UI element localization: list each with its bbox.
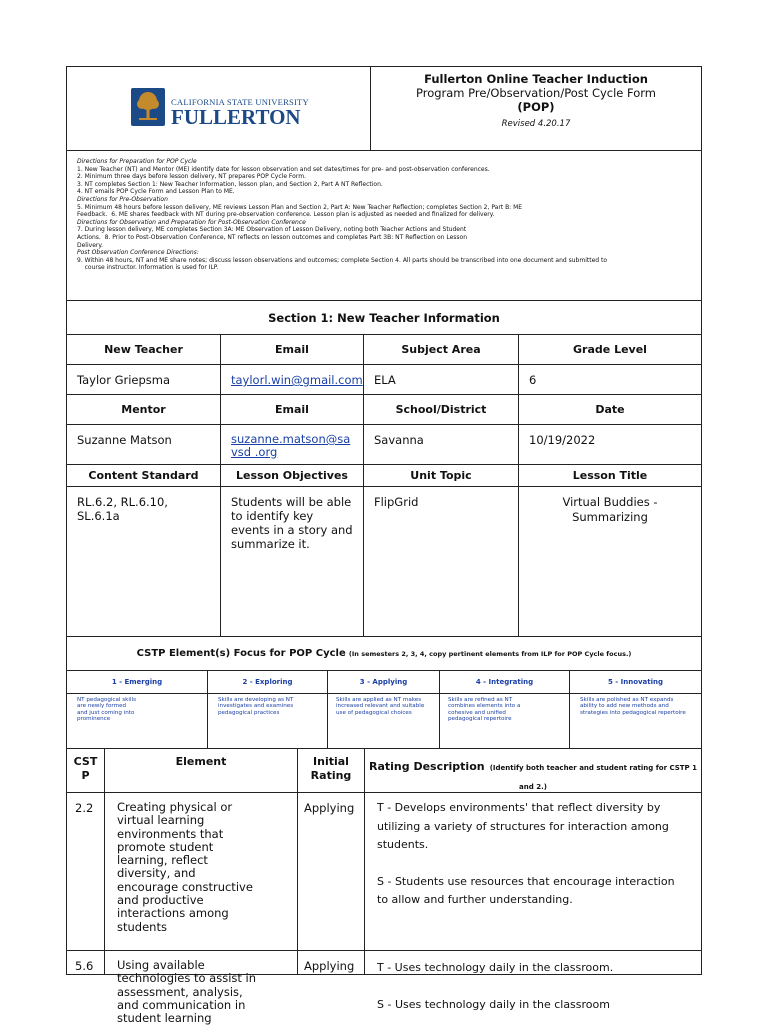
header-unit-topic: Unit Topic bbox=[363, 465, 518, 486]
cstp-initial-rating: Applying bbox=[297, 793, 364, 950]
direction-line: 3. NT completes Section 1: New Teacher Information, lesson plan, and Section 2, Part A NT Reflection. bbox=[77, 180, 383, 188]
mentor-email-link-line1[interactable]: suzanne.matson@sa bbox=[231, 432, 351, 446]
mentor-headers-row bbox=[67, 395, 701, 425]
mentor-email-link-line2[interactable]: vsd .org bbox=[231, 445, 278, 459]
direction-line: 7. During lesson delivery, ME completes Section 3A: ME Observation of Lesson Delivery, noting both Teacher Actions and Student bbox=[77, 226, 467, 234]
teacher-rating-text: T - Develops environments' that reflect diversity by utilizing a variety of structures for interaction among students. bbox=[377, 801, 669, 851]
form-title-block bbox=[370, 67, 701, 150]
direction-line: Feedback. 6. ME shares feedback with NT during pre-observation conference. Lesson plan is adjusted as needed and finalized for delivery. bbox=[77, 211, 495, 219]
mentor-email bbox=[220, 425, 363, 464]
header-new-teacher: New Teacher bbox=[104, 343, 183, 356]
direction-line: Directions for Pre-Observation bbox=[77, 195, 168, 203]
lesson-values-row bbox=[67, 487, 701, 637]
level-innovating-desc: Skills are polished as NT expands ability to add new methods and strategies into pedagogical repertoire bbox=[569, 694, 701, 748]
header-rating-description-note: (Identify both teacher and student rating for CSTP 1 and 2.) bbox=[489, 764, 697, 791]
header-element: Element bbox=[104, 749, 297, 792]
direction-line: 9. Within 48 hours, NT and ME share notes; discuss lesson observations and outcomes; complete Section 4. All parts should be transcribed into one document and submitted to bbox=[77, 256, 607, 264]
content-standard: RL.6.2, RL.6.10, SL.6.1a bbox=[77, 495, 168, 523]
lesson-date: 10/19/2022 bbox=[518, 425, 701, 464]
direction-line: Actions. 8. Prior to Post-Observation Conference, NT reflects on lesson outcomes and completes Part 3B: NT Reflection on Lesson bbox=[77, 233, 468, 241]
cstp-element: Using available technologies to assist in assessment, analysis, and communication in student learning bbox=[104, 951, 297, 974]
header-date: Date bbox=[518, 395, 701, 424]
directions-block bbox=[67, 151, 701, 301]
direction-line: Post Observation Conference Directions: bbox=[77, 249, 199, 257]
directions-list bbox=[77, 158, 695, 272]
teacher-email-link[interactable]: taylorl.win@gmail.com bbox=[231, 373, 363, 387]
header-content-standard: Content Standard bbox=[88, 469, 199, 482]
header-initial-rating: Initial Rating bbox=[297, 749, 364, 792]
mentor-name: Suzanne Matson bbox=[77, 433, 172, 447]
student-rating-text: S - Students use resources that encourage interaction to allow and further understanding. bbox=[377, 874, 675, 906]
cstp-rating-description bbox=[364, 951, 701, 1011]
teacher-values-row bbox=[67, 365, 701, 395]
direction-line: 5. Minimum 48 hours before lesson delivery, ME reviews Lesson Plan and Section 2, Part A: New Teacher Reflection; completes Section 2, Part B: ME bbox=[77, 203, 523, 211]
cstp-title-note: (In semesters 2, 3, 4, copy pertinent elements from ILP for POP Cycle focus.) bbox=[348, 650, 632, 658]
pop-form bbox=[66, 66, 702, 1025]
grade-level: 6 bbox=[518, 365, 701, 394]
form-title-line2 bbox=[371, 86, 701, 100]
level-emerging: 1 - Emerging bbox=[111, 678, 163, 686]
header-rating-description-main: Rating Description bbox=[368, 760, 485, 773]
cstp-row-5-6 bbox=[67, 951, 701, 1025]
header-email: Email bbox=[220, 335, 363, 364]
direction-line: 4. NT emails POP Cycle Form and Lesson Plan to ME. bbox=[77, 188, 235, 196]
teacher-name: Taylor Griepsma bbox=[77, 373, 171, 387]
header-lesson-objectives: Lesson Objectives bbox=[220, 465, 363, 486]
teacher-headers-row bbox=[67, 335, 701, 365]
header-rating-description bbox=[364, 749, 701, 792]
header-cstp: CSTP bbox=[73, 755, 98, 782]
level-applying-desc: Skills are applied as NT makes increased relevant and suitable use of pedagogical choices bbox=[327, 694, 439, 748]
cstp-code: 2.2 bbox=[75, 801, 94, 815]
header-school-district: School/District bbox=[363, 395, 518, 424]
form-title-line1: Fullerton Online Teacher Induction bbox=[424, 72, 648, 86]
section1-title-row bbox=[67, 301, 701, 335]
lesson-headers-row bbox=[67, 465, 701, 487]
subject-area: ELA bbox=[363, 365, 518, 394]
direction-line: Directions for Observation and Preparation for Post-Observation Conference bbox=[77, 218, 306, 226]
cstp-table-header bbox=[67, 749, 701, 793]
lesson-title: Virtual Buddies - Summarizing bbox=[518, 487, 701, 636]
cstp-initial-rating: Applying bbox=[297, 951, 364, 974]
header-mentor: Mentor bbox=[121, 403, 166, 416]
direction-line: Delivery. bbox=[77, 241, 103, 249]
level-integrating: 4 - Integrating bbox=[439, 671, 569, 693]
teacher-rating-text: T - Uses technology daily in the classroom. bbox=[377, 961, 614, 974]
school-district: Savanna bbox=[363, 425, 518, 464]
section1-title: Section 1: New Teacher Information bbox=[268, 310, 500, 325]
cstp-title-main: CSTP Element(s) Focus for POP Cycle bbox=[136, 648, 346, 659]
cstp-element: Creating physical or virtual learning environments that promote student learning, reflect diversity, and encourage constructive and productive interactions among students bbox=[104, 793, 297, 950]
lesson-objectives: Students will be able to identify key events in a story and summarize it. bbox=[220, 487, 363, 636]
direction-line: Directions for Preparation for POP Cycle bbox=[77, 158, 197, 165]
university-name: FULLERTON bbox=[171, 105, 301, 129]
cstp-title-row bbox=[67, 637, 701, 671]
level-innovating: 5 - Innovating bbox=[569, 671, 701, 693]
header-lesson-title: Lesson Title bbox=[518, 465, 701, 486]
revised-date: Revised 4.20.17 bbox=[501, 119, 571, 129]
form-title-line3: (POP) bbox=[517, 100, 555, 114]
form-header bbox=[67, 67, 701, 151]
unit-topic: FlipGrid bbox=[363, 487, 518, 636]
level-applying: 3 - Applying bbox=[327, 671, 439, 693]
cstp-row-2-2 bbox=[67, 793, 701, 951]
direction-line: 2. Minimum three days before lesson delivery, NT prepares POP Cycle Form. bbox=[77, 173, 306, 181]
rating-descriptions-row bbox=[67, 694, 701, 749]
mentor-values-row bbox=[67, 425, 701, 465]
level-exploring: 2 - Exploring bbox=[207, 671, 327, 693]
csuf-tree-seal-icon bbox=[131, 88, 165, 126]
header-grade-level: Grade Level bbox=[518, 335, 701, 364]
rating-levels-row bbox=[67, 671, 701, 694]
level-integrating-desc: Skills are refined as NT combines elements into a cohesive and unified pedagogical repertoire bbox=[439, 694, 569, 748]
cstp-rating-description bbox=[364, 793, 701, 950]
cstp-title bbox=[137, 648, 632, 659]
level-exploring-desc: Skills are developing as NT investigates and examines pedagogical practices bbox=[207, 694, 327, 748]
direction-line: course instructor. Information is used for ILP. bbox=[77, 264, 219, 272]
header-mentor-email: Email bbox=[220, 395, 363, 424]
university-logo bbox=[67, 67, 370, 150]
direction-line: 1. New Teacher (NT) and Mentor (ME) identify date for lesson observation and set dates/times for pre- and post-observation conferences. bbox=[77, 165, 490, 173]
form-title-line2-text: Program Pre/Observation/Post Cycle Form bbox=[415, 86, 656, 100]
level-emerging-desc: NT pedagogical skills are newly formed and just coming into prominence bbox=[77, 697, 136, 723]
student-rating-text: S - Uses technology daily in the classroom bbox=[377, 997, 610, 1011]
university-line: CALIFORNIA STATE UNIVERSITY bbox=[171, 97, 309, 107]
cstp-code: 5.6 bbox=[75, 959, 94, 973]
teacher-email bbox=[220, 365, 363, 394]
header-subject-area: Subject Area bbox=[363, 335, 518, 364]
